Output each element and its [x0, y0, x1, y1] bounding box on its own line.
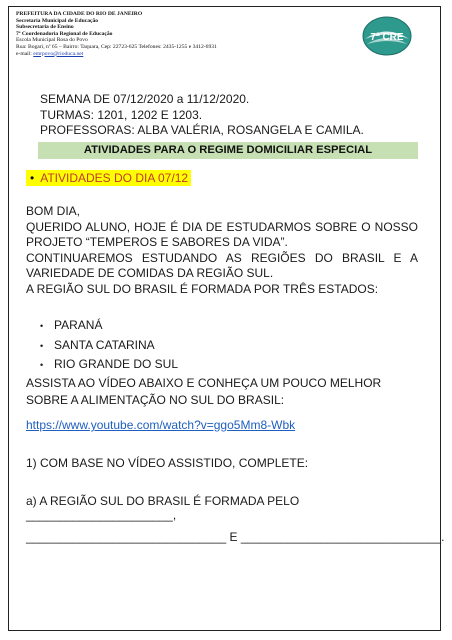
- classes-line: TURMAS: 1201, 1202 E 1203.: [40, 107, 203, 122]
- question-1: 1) COM BASE NO VÍDEO ASSISTIDO, COMPLETE:: [26, 456, 309, 470]
- intro-block: [40, 92, 364, 139]
- header-line-4: 7ª Coordenadoria Regional de Educação: [16, 30, 113, 37]
- header-line-3: Subsecretaria de Ensino: [16, 24, 74, 31]
- day-bullet-text: ATIVIDADES DO DIA 07/12: [40, 171, 189, 185]
- email-label: e-mail:: [16, 50, 34, 57]
- list-item: • SANTA CATARINA: [40, 336, 178, 356]
- paragraph-2: CONTINUAREMOS ESTUDANDO AS REGIÕES DO BRASIL E A VARIEDADE DE COMIDAS DA REGIÃO SUL.: [26, 250, 418, 280]
- teachers-line: PROFESSORAS: ALBA VALÉRIA, ROSANGELA E CAMILA.: [40, 123, 364, 137]
- question-a-continuation: ______________________________ E ______________________________.: [26, 530, 445, 544]
- list-item: • RIO GRANDE DO SUL: [40, 355, 178, 375]
- list-item: • PARANÁ: [40, 316, 178, 336]
- header-line-1: PREFEITURA DA CIDADE DO RIO DE JANEIRO: [16, 11, 143, 17]
- question-a: a) A REGIÃO SUL DO BRASIL É FORMADA PELO ______________________,: [26, 494, 300, 522]
- states-list: [40, 316, 178, 375]
- header-line-2: Secretaria Municipal de Educação: [16, 17, 99, 24]
- header-line-6: Rua: Bogari, nº 65 – Bairro: Taquara, Cep: 22723-625 Telefones: 2435-1255 e 3412-6931: [16, 43, 217, 50]
- school-header: [16, 11, 217, 57]
- day-bullet: [26, 170, 191, 186]
- greeting: BOM DIA,: [26, 204, 81, 218]
- week-line: SEMANA DE 07/12/2020 a 11/12/2020.: [40, 92, 250, 106]
- paragraph-3: A REGIÃO SUL DO BRASIL É FORMADA POR TRÊS ESTADOS:: [26, 281, 379, 296]
- assist-paragraph: ASSISTA AO VÍDEO ABAIXO E CONHEÇA UM POUCO MELHOR SOBRE A ALIMENTAÇÃO NO SUL DO BRASIL:: [26, 376, 382, 407]
- cre-logo: [361, 14, 413, 58]
- paragraph-1: QUERIDO ALUNO, HOJE É DIA DE ESTUDARMOS SOBRE O NOSSO PROJETO “TEMPEROS E SABORES DA VIDA”.: [26, 219, 418, 249]
- video-link[interactable]: https://www.youtube.com/watch?v=ggo5Mm8-Wbk: [26, 418, 296, 432]
- bullet-dot: •: [30, 171, 35, 185]
- body-text: [26, 204, 418, 297]
- email-link[interactable]: emrpovo@rioduca.net: [33, 50, 84, 57]
- activities-banner: ATIVIDADES PARA O REGIME DOMICILIAR ESPECIAL: [38, 142, 418, 159]
- header-line-5: Escola Municipal Rosa do Povo: [16, 37, 88, 44]
- header-email-line: [16, 51, 217, 58]
- logo-text: 7ª CRE: [370, 32, 404, 43]
